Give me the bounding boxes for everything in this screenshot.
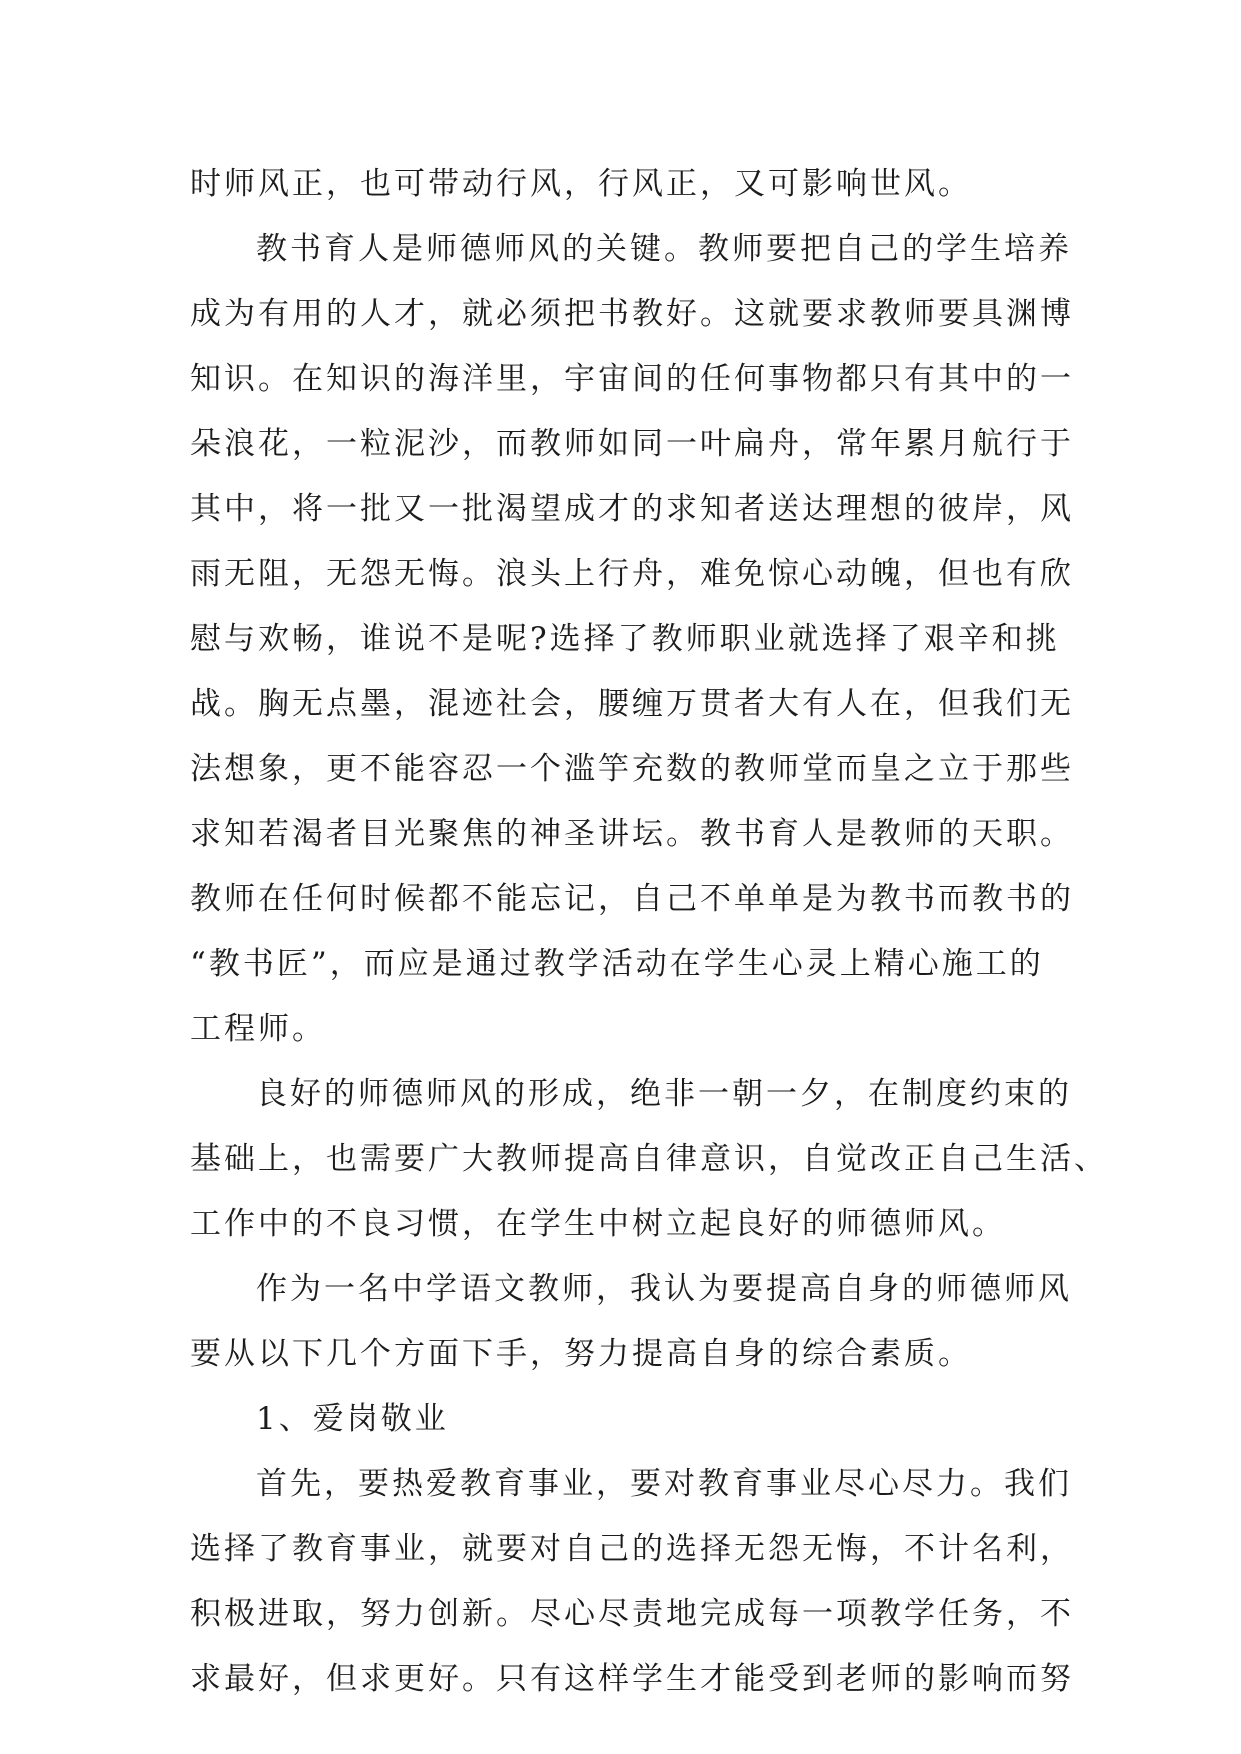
text-line: 积极进取，努力创新。尽心尽责地完成每一项教学任务，不 xyxy=(190,1596,1074,1632)
text-line: 选择了教育事业，就要对自己的选择无怨无悔，不计名利， xyxy=(190,1531,1074,1567)
text-line: 教师在任何时候都不能忘记，自己不单单是为教书而教书的 xyxy=(190,881,1074,917)
text-line: 工作中的不良习惯，在学生中树立起良好的师德师风。 xyxy=(190,1206,1006,1242)
text-line: 良好的师德师风的形成，绝非一朝一夕，在制度约束的 xyxy=(256,1076,1072,1112)
text-line: 慰与欢畅，谁说不是呢?选择了教师职业就选择了艰辛和挑 xyxy=(190,621,1060,657)
text-line: 知识。在知识的海洋里，宇宙间的任何事物都只有其中的一 xyxy=(190,361,1074,397)
text-line: 求最好，但求更好。只有这样学生才能受到老师的影响而努 xyxy=(190,1661,1074,1697)
text-line: 教书育人是师德师风的关键。教师要把自己的学生培养 xyxy=(256,231,1072,267)
section-heading: 1、爱岗敬业 xyxy=(256,1401,449,1437)
text-line: 战。胸无点墨，混迹社会，腰缠万贯者大有人在，但我们无 xyxy=(190,686,1074,722)
text-line: 其中，将一批又一批渴望成才的求知者送达理想的彼岸，风 xyxy=(190,491,1074,527)
text-line: 工程师。 xyxy=(190,1011,326,1047)
text-line: 时师风正，也可带动行风，行风正，又可影响世风。 xyxy=(190,166,972,202)
document-body xyxy=(190,152,1108,1712)
text-line: 要从以下几个方面下手，努力提高自身的综合素质。 xyxy=(190,1336,972,1372)
text-line: 朵浪花，一粒泥沙，而教师如同一叶扁舟，常年累月航行于 xyxy=(190,426,1074,462)
text-line: 法想象，更不能容忍一个滥竽充数的教师堂而皇之立于那些 xyxy=(190,751,1074,787)
text-line: 作为一名中学语文教师，我认为要提高自身的师德师风 xyxy=(256,1271,1072,1307)
text-line: 求知若渴者目光聚焦的神圣讲坛。教书育人是教师的天职。 xyxy=(190,816,1074,852)
text-line: 雨无阻，无怨无悔。浪头上行舟，难免惊心动魄，但也有欣 xyxy=(190,556,1074,592)
text-line: 基础上，也需要广大教师提高自律意识，自觉改正自己生活、 xyxy=(190,1141,1108,1177)
text-line: 首先，要热爱教育事业，要对教育事业尽心尽力。我们 xyxy=(256,1466,1072,1502)
text-line: “教书匠”，而应是通过教学活动在学生心灵上精心施工的 xyxy=(190,946,1044,982)
text-line: 成为有用的人才，就必须把书教好。这就要求教师要具渊博 xyxy=(190,296,1074,332)
